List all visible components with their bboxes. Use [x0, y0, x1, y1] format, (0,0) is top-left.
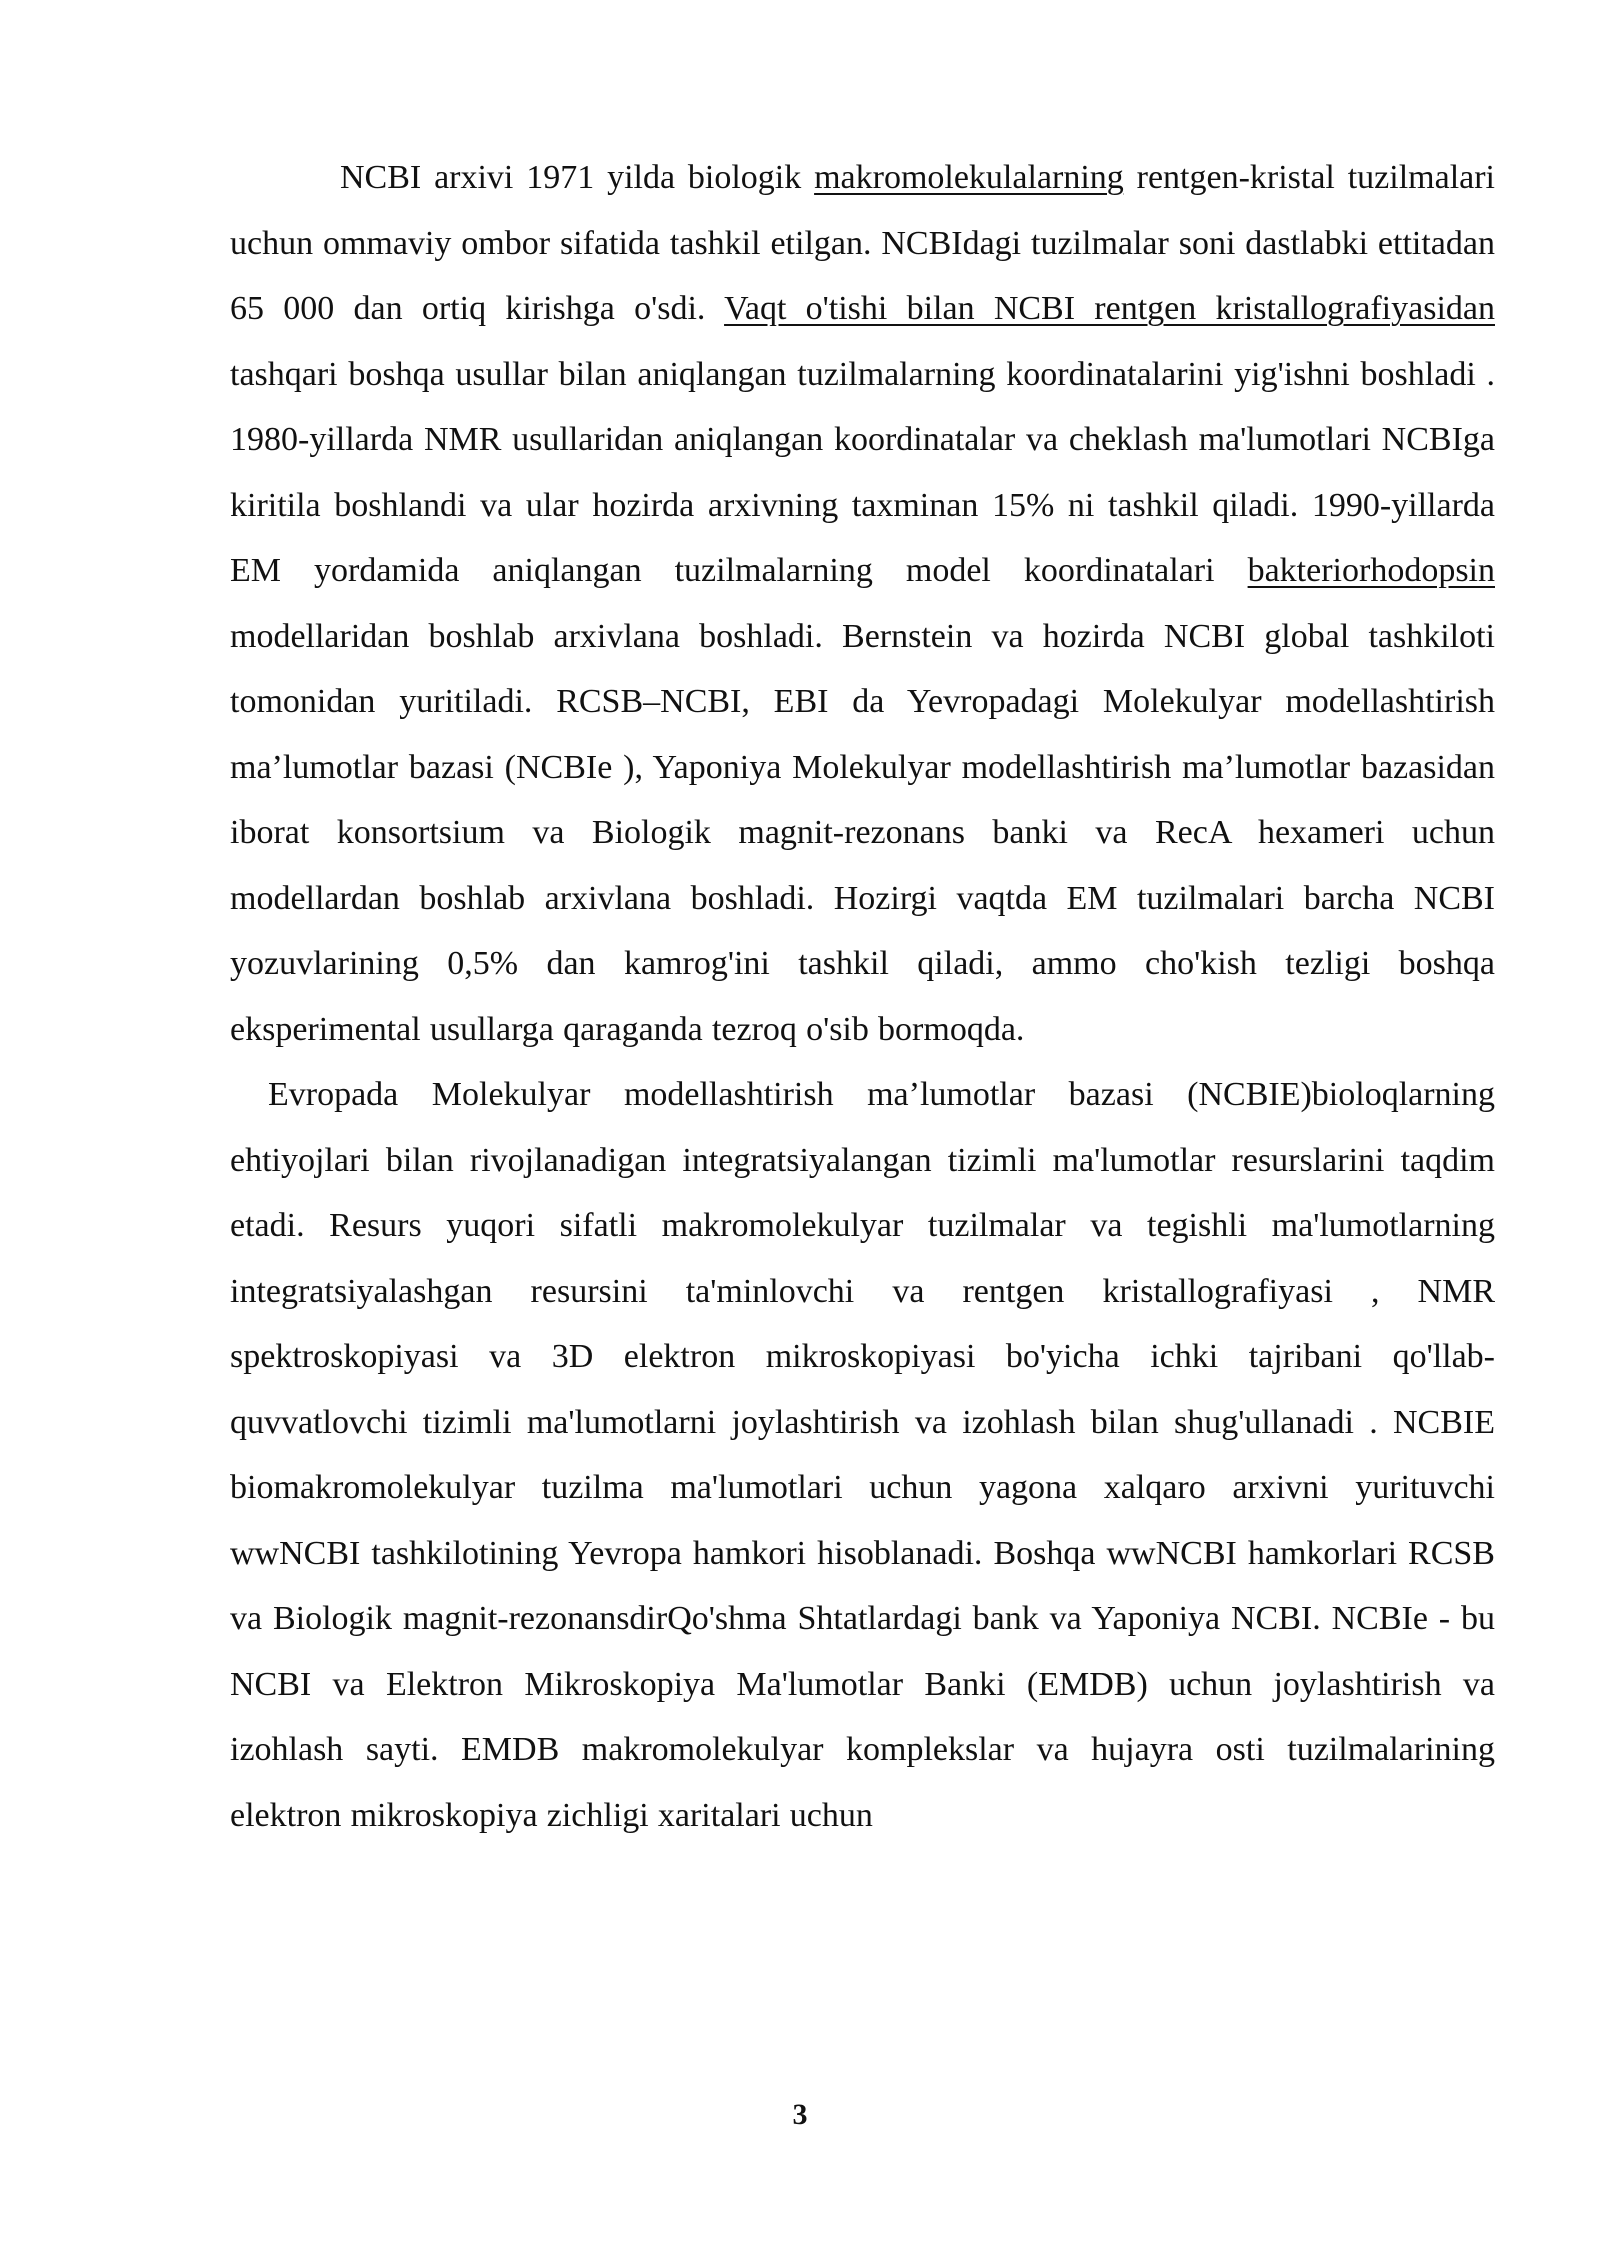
text-segment: NCBI arxivi 1971 yilda biologik	[340, 159, 815, 196]
text-segment: modellaridan boshlab arxivlana boshladi. Bernstein va hozirda NCBI global tashkiloti tomonidan yuritiladi. RCSB–NCBI, EBI da Yevropadagi Molekulyar modellashtirish ma’lumotlar bazasi (NCBIe ), Yaponiya Molekulyar modellashtirish ma’lumotlar bazasidan iborat konsortsium va Biologik magnit-rezonans banki va RecA hexameri uchun modellardan boshlab arxivlana boshladi. Hozirgi vaqtda EM tuzilmalari barcha NCBI yozuvlarining 0,5% dan kamrog'ini tashkil qiladi, ammo cho'kish tezligi boshqa eksperimental usullarga qaraganda tezroq o'sib bormoqda.	[230, 617, 1495, 1048]
paragraph-ncbie-europe: Evropada Molekulyar modellashtirish ma’lumotlar bazasi (NCBIE)bioloqlarning ehtiyojlari bilan rivojlanadigan integratsiyalangan tizimli ma'lumotlar resurslarini taqdim etadi. Resurs yuqori sifatli makromolekulyar tuzilmalar va tegishli ma'lumotlarning integratsiyalashgan resursini ta'minlovchi va rentgen kristallografiyasi , NMR spektroskopiyasi va 3D elektron mikroskopiyasi bo'yicha ichki tajribani qo'llab-quvvatlovchi tizimli ma'lumotlarni joylashtirish va izohlash bilan shug'ullanadi . NCBIE biomakromolekulyar tuzilma ma'lumotlari uchun yagona xalqaro arxivni yurituvchi wwNCBI tashkilotining Yevropa hamkori hisoblanadi. Boshqa wwNCBI hamkorlari RCSB va Biologik magnit-rezonansdirQo'shma Shtatlardagi bank va Yaponiya NCBI. NCBIe - bu NCBI va Elektron Mikroskopiya Ma'lumotlar Banki (EMDB) uchun joylashtirish va izohlash sayti. EMDB makromolekulyar komplekslar va hujayra osti tuzilmalarining elektron mikroskopiya zichligi xaritalari uchun	[230, 1076, 1495, 1834]
text-segment: tashqari boshqa usullar bilan aniqlangan tuzilmalarning koordinatalarini yig'ishni boshladi . 1980-yillarda NMR usullaridan aniqlangan koordinatalar va cheklash ma'lumotlari NCBIga kiritila boshlandi va ular hozirda arxivning taxminan 15% ni tashkil qiladi. 1990-yillarda EM yordamida aniqlangan tuzilmalarning model koordinatalari	[230, 355, 1495, 589]
document-body	[230, 145, 1495, 1848]
page-number: 3	[792, 2098, 808, 2131]
underlined-term-bakteriorhodopsin: bakteriorhodopsin	[1247, 552, 1495, 589]
underlined-phrase-rentgen-kristallografiyasidan: Vaqt o'tishi bilan NCBI rentgen kristallografiyasidan	[724, 290, 1495, 327]
underlined-term-makromolekulalarning: makromolekulalarning	[814, 159, 1124, 196]
text-segment: rentgen-kristal tuzilmalari uchun ommaviy ombor sifatida tashkil etilgan. NCBIdagi tuzilmalar soni dastlabki ettitadan 65 000 dan ortiq kirishga o'sdi.	[230, 159, 1495, 327]
paragraph-ncbi-history	[230, 145, 1495, 1062]
